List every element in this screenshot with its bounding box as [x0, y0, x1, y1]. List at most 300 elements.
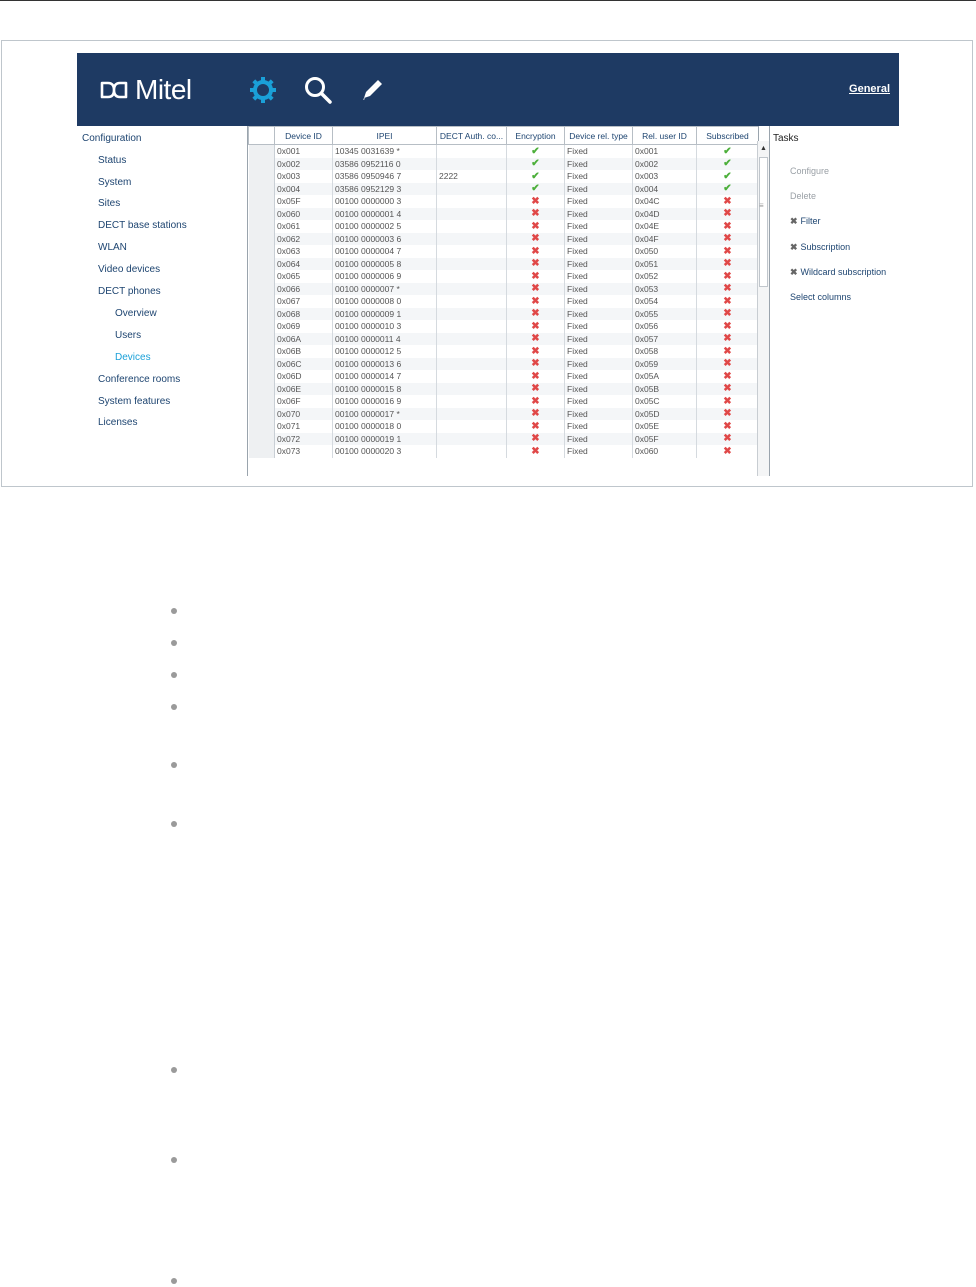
cell-rel-user-id: 0x056 — [633, 320, 697, 333]
nav-system-features[interactable]: System features — [98, 396, 171, 407]
cell-device-id: 0x06F — [275, 395, 333, 408]
cross-icon: ✖ — [723, 420, 732, 432]
cell-device-rel-type: Fixed — [565, 158, 633, 171]
table-row[interactable] — [249, 295, 759, 308]
cell-device-rel-type: Fixed — [565, 195, 633, 208]
cross-icon: ✖ — [723, 220, 732, 232]
cell-device-id: 0x072 — [275, 433, 333, 446]
cell-subscribed — [697, 245, 759, 258]
check-icon: ✔ — [531, 158, 540, 170]
row-select-cell[interactable] — [249, 245, 275, 258]
cell-device-rel-type: Fixed — [565, 308, 633, 321]
cell-subscribed — [697, 333, 759, 346]
cell-encryption — [507, 433, 565, 446]
cell-rel-user-id: 0x050 — [633, 245, 697, 258]
cross-icon: ✖ — [723, 345, 732, 357]
cell-ipei: 00100 0000006 9 — [333, 270, 437, 283]
cell-dect-auth — [437, 433, 507, 446]
row-select-cell[interactable] — [249, 345, 275, 358]
tasks-title: Tasks — [773, 133, 799, 144]
cell-ipei: 00100 0000007 * — [333, 283, 437, 296]
cross-icon: ✖ — [723, 433, 732, 445]
cell-device-id: 0x073 — [275, 445, 333, 458]
cell-ipei: 03586 0952129 3 — [333, 183, 437, 196]
search-icon[interactable] — [303, 75, 333, 105]
cell-ipei: 00100 0000019 1 — [333, 433, 437, 446]
subscription-x-icon: ✖ — [790, 242, 798, 252]
cell-encryption — [507, 420, 565, 433]
cell-encryption — [507, 170, 565, 183]
cell-ipei: 00100 0000011 4 — [333, 333, 437, 346]
cell-encryption — [507, 295, 565, 308]
cell-device-id: 0x071 — [275, 420, 333, 433]
cell-ipei: 00100 0000014 7 — [333, 370, 437, 383]
cell-encryption — [507, 208, 565, 221]
cell-device-id: 0x068 — [275, 308, 333, 321]
cell-dect-auth — [437, 408, 507, 421]
cell-dect-auth — [437, 258, 507, 271]
cell-dect-auth — [437, 195, 507, 208]
table-row[interactable] — [249, 308, 759, 321]
cell-subscribed — [697, 270, 759, 283]
cell-device-rel-type: Fixed — [565, 183, 633, 196]
cell-encryption — [507, 145, 565, 158]
cell-device-id: 0x06B — [275, 345, 333, 358]
cross-icon: ✖ — [531, 283, 540, 295]
cell-rel-user-id: 0x059 — [633, 358, 697, 371]
cell-subscribed — [697, 395, 759, 408]
row-select-cell[interactable] — [249, 270, 275, 283]
cell-dect-auth — [437, 183, 507, 196]
cell-device-id: 0x065 — [275, 270, 333, 283]
column-header-select[interactable] — [249, 127, 275, 145]
nav-conference-rooms[interactable]: Conference rooms — [98, 374, 181, 385]
cell-ipei: 00100 0000016 9 — [333, 395, 437, 408]
column-header-encryption[interactable]: Encryption — [507, 127, 565, 145]
cell-subscribed — [697, 158, 759, 171]
cell-rel-user-id: 0x04E — [633, 220, 697, 233]
cell-subscribed — [697, 345, 759, 358]
cell-device-id: 0x061 — [275, 220, 333, 233]
table-row[interactable] — [249, 158, 759, 171]
mitel-logo[interactable] — [99, 73, 192, 107]
cross-icon: ✖ — [723, 370, 732, 382]
cell-encryption — [507, 333, 565, 346]
mitel-logo-icon — [99, 79, 129, 101]
cell-device-rel-type: Fixed — [565, 145, 633, 158]
cell-device-id: 0x06C — [275, 358, 333, 371]
cell-subscribed — [697, 320, 759, 333]
table-row[interactable] — [249, 445, 759, 458]
cell-ipei: 10345 0031639 * — [333, 145, 437, 158]
column-header-ipei[interactable]: IPEI — [333, 127, 437, 145]
cross-icon: ✖ — [723, 258, 732, 270]
table-row[interactable] — [249, 383, 759, 396]
cell-subscribed — [697, 258, 759, 271]
cell-dect-auth — [437, 383, 507, 396]
cell-encryption — [507, 358, 565, 371]
page-top-rule — [0, 0, 976, 1]
cell-ipei: 00100 0000001 4 — [333, 208, 437, 221]
nav-wlan[interactable]: WLAN — [98, 242, 127, 253]
cell-rel-user-id: 0x04C — [633, 195, 697, 208]
cell-encryption — [507, 183, 565, 196]
cross-icon: ✖ — [531, 358, 540, 370]
cell-rel-user-id: 0x003 — [633, 170, 697, 183]
devices-grid — [247, 126, 759, 476]
row-select-cell[interactable] — [249, 158, 275, 171]
cell-ipei: 00100 0000010 3 — [333, 320, 437, 333]
cell-ipei: 00100 0000000 3 — [333, 195, 437, 208]
table-row[interactable] — [249, 233, 759, 246]
cell-dect-auth — [437, 345, 507, 358]
row-select-cell[interactable] — [249, 308, 275, 321]
nav-devices[interactable]: Devices — [115, 352, 151, 363]
nav-configuration[interactable]: Configuration — [82, 133, 142, 144]
cell-ipei: 00100 0000013 6 — [333, 358, 437, 371]
cell-ipei: 00100 0000012 5 — [333, 345, 437, 358]
cross-icon: ✖ — [531, 195, 540, 207]
cell-rel-user-id: 0x004 — [633, 183, 697, 196]
table-row[interactable] — [249, 208, 759, 221]
column-header-device-id[interactable]: Device ID — [275, 127, 333, 145]
cell-device-rel-type: Fixed — [565, 445, 633, 458]
bullet-marker — [171, 704, 177, 710]
cell-device-id: 0x001 — [275, 145, 333, 158]
cell-subscribed — [697, 283, 759, 296]
cell-device-id: 0x06A — [275, 333, 333, 346]
cell-ipei: 00100 0000002 5 — [333, 220, 437, 233]
cell-rel-user-id: 0x05B — [633, 383, 697, 396]
row-select-cell[interactable] — [249, 183, 275, 196]
cell-subscribed — [697, 233, 759, 246]
cross-icon: ✖ — [723, 283, 732, 295]
bullet-marker — [171, 1278, 177, 1284]
bullet-marker — [171, 1157, 177, 1163]
cross-icon: ✖ — [723, 358, 732, 370]
app-header — [77, 53, 899, 126]
bullet-marker — [171, 608, 177, 614]
cell-device-rel-type: Fixed — [565, 258, 633, 271]
cell-subscribed — [697, 220, 759, 233]
cell-encryption — [507, 383, 565, 396]
row-select-cell[interactable] — [249, 258, 275, 271]
table-row[interactable] — [249, 270, 759, 283]
nav-overview[interactable]: Overview — [115, 308, 157, 319]
tasks-panel — [769, 126, 899, 476]
scroll-thumb[interactable] — [759, 157, 768, 287]
cell-dect-auth — [437, 358, 507, 371]
bullet-marker — [171, 672, 177, 678]
table-row[interactable] — [249, 220, 759, 233]
cell-ipei: 03586 0952116 0 — [333, 158, 437, 171]
general-link[interactable] — [849, 83, 890, 95]
check-icon: ✔ — [531, 183, 540, 195]
cell-dect-auth — [437, 245, 507, 258]
cell-subscribed — [697, 433, 759, 446]
check-icon: ✔ — [723, 158, 732, 170]
filter-x-icon: ✖ — [790, 216, 798, 226]
cell-dect-auth — [437, 333, 507, 346]
cell-device-rel-type: Fixed — [565, 358, 633, 371]
cell-ipei: 03586 0950946 7 — [333, 170, 437, 183]
cell-rel-user-id: 0x05F — [633, 433, 697, 446]
cell-subscribed — [697, 383, 759, 396]
cell-device-rel-type: Fixed — [565, 370, 633, 383]
cell-device-id: 0x067 — [275, 295, 333, 308]
sidebar-nav — [77, 126, 247, 476]
cross-icon: ✖ — [531, 370, 540, 382]
cell-subscribed — [697, 170, 759, 183]
table-row[interactable] — [249, 333, 759, 346]
task-subscription[interactable] — [790, 242, 850, 253]
cell-encryption — [507, 258, 565, 271]
scroll-grip-icon: ≡ — [759, 201, 764, 210]
table-row[interactable] — [249, 370, 759, 383]
check-icon: ✔ — [531, 170, 540, 182]
general-link-label: General — [849, 83, 890, 95]
cell-subscribed — [697, 370, 759, 383]
cell-device-id: 0x06E — [275, 383, 333, 396]
cell-ipei: 00100 0000018 0 — [333, 420, 437, 433]
cross-icon: ✖ — [531, 295, 540, 307]
cell-device-id: 0x070 — [275, 408, 333, 421]
table-row[interactable] — [249, 170, 759, 183]
cell-encryption — [507, 158, 565, 171]
row-select-cell[interactable] — [249, 170, 275, 183]
cell-dect-auth — [437, 445, 507, 458]
cell-ipei: 00100 0000009 1 — [333, 308, 437, 321]
cell-device-rel-type: Fixed — [565, 433, 633, 446]
cell-rel-user-id: 0x055 — [633, 308, 697, 321]
table-row[interactable] — [249, 345, 759, 358]
nav-dect-phones[interactable]: DECT phones — [98, 286, 161, 297]
cell-rel-user-id: 0x05D — [633, 408, 697, 421]
cell-ipei: 00100 0000003 6 — [333, 233, 437, 246]
row-select-cell[interactable] — [249, 220, 275, 233]
devices-table — [248, 126, 759, 458]
table-row[interactable] — [249, 258, 759, 271]
task-configure[interactable]: Configure — [790, 166, 830, 176]
cell-ipei: 00100 0000005 8 — [333, 258, 437, 271]
column-header-device-rel-type[interactable]: Device rel. type — [565, 127, 633, 145]
cell-encryption — [507, 245, 565, 258]
cell-device-id: 0x003 — [275, 170, 333, 183]
cell-subscribed — [697, 420, 759, 433]
task-filter[interactable] — [790, 216, 821, 227]
cell-device-id: 0x06D — [275, 370, 333, 383]
check-icon: ✔ — [723, 170, 732, 182]
cell-encryption — [507, 345, 565, 358]
task-wildcard-subscription[interactable] — [790, 267, 886, 278]
cross-icon: ✖ — [723, 208, 732, 220]
cell-rel-user-id: 0x053 — [633, 283, 697, 296]
cell-device-rel-type: Fixed — [565, 233, 633, 246]
cell-dect-auth: 2222 — [437, 170, 507, 183]
bullet-marker — [171, 762, 177, 768]
row-select-cell[interactable] — [249, 383, 275, 396]
cell-subscribed — [697, 195, 759, 208]
nav-system[interactable]: System — [98, 177, 132, 188]
cell-dect-auth — [437, 283, 507, 296]
nav-users[interactable]: Users — [115, 330, 142, 341]
table-row[interactable] — [249, 395, 759, 408]
cell-dect-auth — [437, 220, 507, 233]
cross-icon: ✖ — [531, 270, 540, 282]
bullet-marker — [171, 1067, 177, 1073]
cell-device-rel-type: Fixed — [565, 408, 633, 421]
cell-rel-user-id: 0x04D — [633, 208, 697, 221]
app-window — [77, 53, 899, 476]
cell-dect-auth — [437, 270, 507, 283]
row-select-cell[interactable] — [249, 445, 275, 458]
cell-device-rel-type: Fixed — [565, 270, 633, 283]
cell-dect-auth — [437, 208, 507, 221]
table-row[interactable] — [249, 433, 759, 446]
bullet-marker — [171, 821, 177, 827]
table-row[interactable] — [249, 420, 759, 433]
cell-subscribed — [697, 208, 759, 221]
table-row[interactable] — [249, 183, 759, 196]
cross-icon: ✖ — [723, 383, 732, 395]
cell-ipei: 00100 0000004 7 — [333, 245, 437, 258]
cell-encryption — [507, 308, 565, 321]
cell-encryption — [507, 270, 565, 283]
cell-subscribed — [697, 308, 759, 321]
cell-device-rel-type: Fixed — [565, 283, 633, 296]
nav-sites[interactable]: Sites — [98, 198, 121, 209]
cell-encryption — [507, 445, 565, 458]
row-select-cell[interactable] — [249, 420, 275, 433]
row-select-cell[interactable] — [249, 283, 275, 296]
check-icon: ✔ — [723, 183, 732, 195]
column-header-subscribed[interactable]: Subscribed — [697, 127, 759, 145]
cell-dect-auth — [437, 158, 507, 171]
cross-icon: ✖ — [723, 408, 732, 420]
table-row[interactable] — [249, 408, 759, 421]
cell-dect-auth — [437, 320, 507, 333]
cell-device-id: 0x066 — [275, 283, 333, 296]
cross-icon: ✖ — [723, 308, 732, 320]
cross-icon: ✖ — [531, 308, 540, 320]
row-select-cell[interactable] — [249, 145, 275, 158]
table-row[interactable] — [249, 283, 759, 296]
cell-encryption — [507, 370, 565, 383]
cell-encryption — [507, 408, 565, 421]
row-select-cell[interactable] — [249, 358, 275, 371]
cell-device-rel-type: Fixed — [565, 320, 633, 333]
cell-dect-auth — [437, 308, 507, 321]
table-row[interactable] — [249, 320, 759, 333]
wildcard-x-icon: ✖ — [790, 267, 798, 277]
cross-icon: ✖ — [531, 258, 540, 270]
nav-video-devices[interactable]: Video devices — [98, 264, 161, 275]
row-select-cell[interactable] — [249, 208, 275, 221]
cell-rel-user-id: 0x001 — [633, 145, 697, 158]
cell-device-rel-type: Fixed — [565, 395, 633, 408]
nav-status[interactable]: Status — [98, 155, 127, 166]
cross-icon: ✖ — [723, 295, 732, 307]
cell-dect-auth — [437, 295, 507, 308]
cross-icon: ✖ — [723, 445, 732, 457]
cell-encryption — [507, 283, 565, 296]
table-header-row — [249, 127, 759, 145]
row-select-cell[interactable] — [249, 295, 275, 308]
cell-device-rel-type: Fixed — [565, 220, 633, 233]
cell-device-id: 0x004 — [275, 183, 333, 196]
check-icon: ✔ — [531, 145, 540, 157]
cell-device-rel-type: Fixed — [565, 333, 633, 346]
cell-device-id: 0x069 — [275, 320, 333, 333]
task-select-columns[interactable]: Select columns — [790, 292, 852, 302]
table-row[interactable] — [249, 195, 759, 208]
cell-rel-user-id: 0x054 — [633, 295, 697, 308]
task-delete[interactable]: Delete — [790, 191, 817, 201]
cell-encryption — [507, 320, 565, 333]
nav-dect-base-stations[interactable]: DECT base stations — [98, 220, 187, 231]
cross-icon: ✖ — [723, 270, 732, 282]
nav-licenses[interactable]: Licenses — [98, 417, 138, 428]
cell-encryption — [507, 195, 565, 208]
cell-ipei: 00100 0000020 3 — [333, 445, 437, 458]
cell-subscribed — [697, 145, 759, 158]
cross-icon: ✖ — [531, 220, 540, 232]
cross-icon: ✖ — [531, 383, 540, 395]
cell-device-rel-type: Fixed — [565, 208, 633, 221]
cell-dect-auth — [437, 233, 507, 246]
cell-rel-user-id: 0x057 — [633, 333, 697, 346]
cell-device-rel-type: Fixed — [565, 420, 633, 433]
row-select-cell[interactable] — [249, 395, 275, 408]
cell-device-rel-type: Fixed — [565, 295, 633, 308]
cell-dect-auth — [437, 145, 507, 158]
cell-subscribed — [697, 358, 759, 371]
cell-device-id: 0x060 — [275, 208, 333, 221]
cross-icon: ✖ — [531, 445, 540, 457]
scroll-up-arrow-icon[interactable]: ▲ — [760, 145, 767, 152]
cell-subscribed — [697, 183, 759, 196]
row-select-cell[interactable] — [249, 333, 275, 346]
row-select-cell[interactable] — [249, 433, 275, 446]
column-header-rel-user-id[interactable]: Rel. user ID — [633, 127, 697, 145]
table-row[interactable] — [249, 145, 759, 158]
cross-icon: ✖ — [531, 233, 540, 245]
row-select-cell[interactable] — [249, 195, 275, 208]
cell-rel-user-id: 0x04F — [633, 233, 697, 246]
cell-dect-auth — [437, 395, 507, 408]
table-row[interactable] — [249, 245, 759, 258]
row-select-cell[interactable] — [249, 370, 275, 383]
cell-device-id: 0x064 — [275, 258, 333, 271]
cell-device-id: 0x002 — [275, 158, 333, 171]
cell-rel-user-id: 0x002 — [633, 158, 697, 171]
task-filter-label: Filter — [800, 216, 821, 226]
cell-rel-user-id: 0x05C — [633, 395, 697, 408]
task-subscription-label: Subscription — [800, 242, 851, 252]
logo-text: Mitel — [135, 74, 192, 105]
row-select-cell[interactable] — [249, 320, 275, 333]
table-row[interactable] — [249, 358, 759, 371]
cell-device-id: 0x062 — [275, 233, 333, 246]
column-header-dect-auth[interactable]: DECT Auth. co... — [437, 127, 507, 145]
row-select-cell[interactable] — [249, 233, 275, 246]
bullet-marker — [171, 640, 177, 646]
cross-icon: ✖ — [531, 408, 540, 420]
row-select-cell[interactable] — [249, 408, 275, 421]
settings-gear-icon[interactable] — [248, 75, 278, 105]
cell-encryption — [507, 395, 565, 408]
edit-pencil-icon[interactable] — [357, 75, 387, 105]
